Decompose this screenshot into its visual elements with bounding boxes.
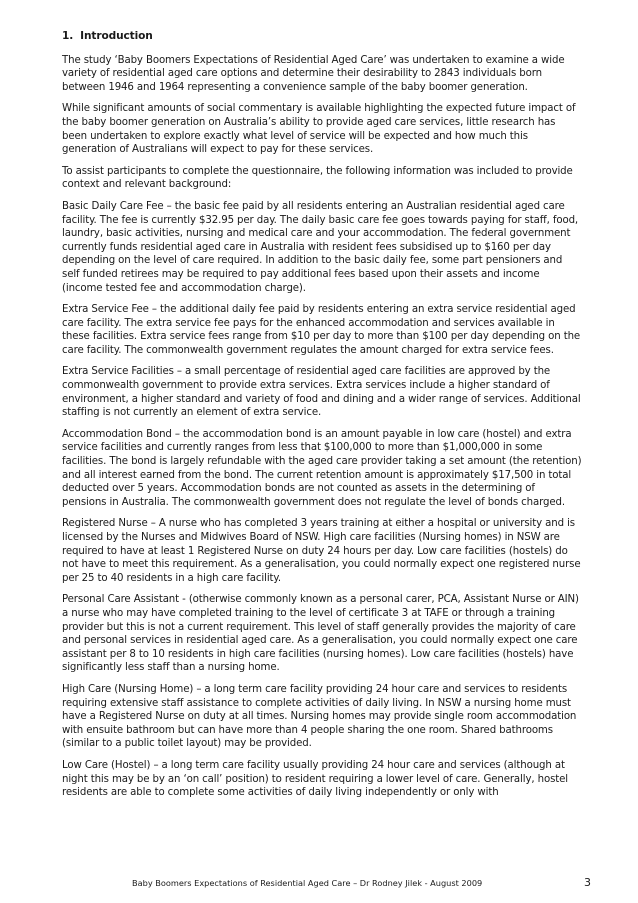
section-number: 1. [62,30,74,42]
section-heading [62,30,582,44]
paragraph-registered-nurse: Registered Nurse – A nurse who has completed 3 years training at either a hospital or university and is licensed by the Nurses and Midwives Board of NSW. High care facilities (Nursing homes) in NSW are required to have at least 1 Registered Nurse on duty 24 hours per day. Low care facilities (hostels) do not have to meet this requirement. As a generalisation, you could normally expect one registered nurse per 25 to 40 residents in a high care facility. [62,518,581,584]
paragraph-basic-daily-care-fee: Basic Daily Care Fee – the basic fee paid by all residents entering an Australian residential aged care facility. The fee is currently $32.95 per day. The daily basic care fee goes towards paying for staff, food, laundry, basic activities, nursing and medical care and your accommodation. The federal government currently funds residential aged care in Australia with resident fees subsidised up to $160 per day depending on the level of care required. In addition to the basic daily fee, some part pensioners and self funded retirees may be required to pay additional fees based upon their assets and income (income tested fee and accommodation charge). [62,200,579,294]
paragraph-extra-service-facilities: Extra Service Facilities – a small percentage of residential aged care facilities are approved by the commonwealth government to provide extra services. Extra services include a higher standard of environment, a higher standard and variety of food and dining and a wider range of services. Additional staffing is not currently an element of extra service. [62,366,581,419]
page-content [62,30,582,808]
paragraph-accommodation-bond: Accommodation Bond – the accommodation bond is an amount payable in low care (hostel) and extra service facilities and currently ranges from less that $100,000 to more than $1,000,000 in some facilities. The bond is largely refundable with the aged care provider taking a set amount (the retention) and all interest earned from the bond. The current retention amount is approximately $17,500 in total deducted over 5 years. Accommodation bonds are not counted as assets in the determining of pensions in Australia. The commonwealth government does not regulate the level of bonds charged. [62,428,582,508]
page-footer [0,874,638,894]
paragraph-personal-care-assistant: Personal Care Assistant - (otherwise commonly known as a personal carer, PCA, Assistant Nurse or AIN) a nurse who may have completed training to the level of certificate 3 at TAFE or through a training provider but this is not a current requirement. This level of staff generally provides the majority of care and personal services in residential aged care. As a generalisation, you could normally expect one care assistant per 8 to 10 residents in high care facilities (nursing homes). Low care facilities (hostels) have significantly less staff than a nursing home. [62,594,579,674]
paragraph-low-care: Low Care (Hostel) – a long term care facility usually providing 24 hour care and services (although at night this may be by an ‘on call’ position) to resident requiring a lower level of care. Generally, hostel residents are able to complete some activities of daily living independently or only with [62,759,568,799]
footer-text: Baby Boomers Expectations of Residential Aged Care – Dr Rodney Jilek - August 2009 [132,878,483,888]
paragraph-high-care: High Care (Nursing Home) – a long term care facility providing 24 hour care and services to residents requiring extensive staff assistance to complete activities of daily living. In NSW a nursing home must have a Registered Nurse on duty at all times. Nursing homes may provide single room accommodation with ensuite bathroom but can have more than 4 people sharing the one room. Shared bathrooms (similar to a public toilet layout) may be provided. [62,683,577,750]
paragraph-social-commentary: While significant amounts of social commentary is available highlighting the expected future impact of the baby boomer generation on Australia’s ability to provide aged care services, little research has been undertaken to explore exactly what level of service will be expected and how much this generation of Australians will expect to pay for these services. [62,103,576,156]
section-title: Introduction [80,30,153,42]
page-number: 3 [584,876,591,889]
paragraph-study-intro: The study ‘Baby Boomers Expectations of Residential Aged Care’ was undertaken to examine a wide variety of residential aged care options and determine their desirability to 2843 individuals born between 1946 and 1964 representing a convenience sample of the baby boomer generation. [62,54,565,93]
paragraph-extra-service-fee: Extra Service Fee – the additional daily fee paid by residents entering an extra service residential aged care facility. The extra service fee pays for the enhanced accommodation and services available in these facilities. Extra service fees range from $10 per day to more than $100 per day depending on the care facility. The commonwealth government regulates the amount charged for extra service fees. [62,304,581,356]
paragraph-questionnaire-context: To assist participants to complete the questionnaire, the following information was included to provide context and relevant background: [62,165,573,191]
